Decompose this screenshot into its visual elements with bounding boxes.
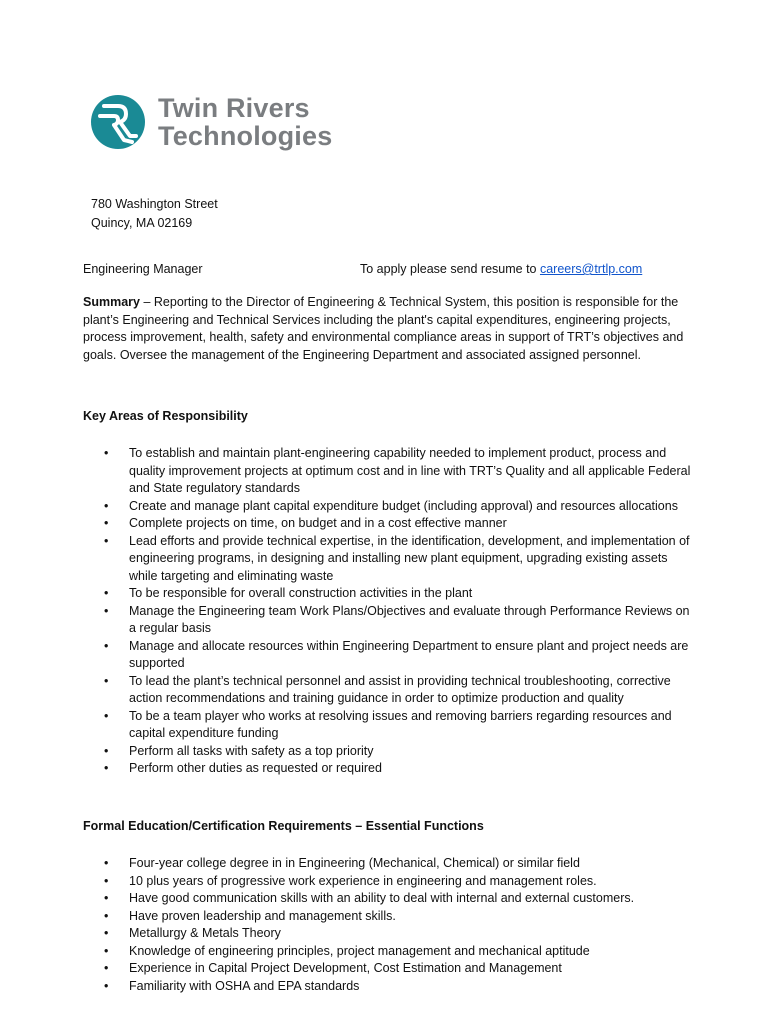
responsibilities-list [83,445,698,778]
requirement-item [83,873,698,891]
responsibility-item-text: Create and manage plant capital expenditure budget (including approval) and resources allocations [129,498,678,513]
requirement-item [83,978,698,996]
company-address [91,195,218,233]
requirement-item-text: Metallurgy & Metals Theory [129,926,281,940]
responsibility-item-text: To be responsible for overall construction activities in the plant [129,586,473,600]
requirement-item [83,908,698,926]
responsibility-item [83,515,698,533]
responsibility-item [83,638,698,673]
job-title: Engineering Manager [83,262,203,276]
bullet-icon: • [104,603,109,618]
summary-text: – Reporting to the Director of Engineering & Technical System, this position is responsible for the plant’s Engineering and Technical Services including the plant's capital expenditures, engineering projects, process improvement, health, safety and environmental compliance areas in support of TRT’s objectives and goals. Oversee the management of the Engineering Department and associated assigned personnel. [83,295,684,362]
requirement-item-text: Familiarity with OSHA and EPA standards [129,978,360,993]
responsibility-item [83,603,698,638]
responsibility-item [83,708,698,743]
responsibility-item [83,445,698,498]
responsibility-item-text: To lead the plant’s technical personnel and assist in providing technical troubleshooting, corrective action recommendations and training guidance in order to optimize production and quality [129,673,671,705]
bullet-icon: • [104,743,109,758]
summary-paragraph [83,294,698,364]
bullet-icon: • [104,926,109,940]
bullet-icon: • [104,943,109,958]
requirement-item-text: Experience in Capital Project Development, Cost Estimation and Management [129,961,562,975]
bullet-icon: • [104,673,109,688]
responsibility-item [83,585,698,603]
bullet-icon: • [104,873,109,888]
company-logo [90,92,332,152]
bullet-icon: • [104,908,109,923]
responsibility-item-text: To establish and maintain plant-engineering capability needed to implement product, process and quality improvement projects at optimum cost and in line with TRT’s Quality and all applicable Federal and State regulatory standards [129,446,691,495]
bullet-icon: • [104,516,109,530]
company-name [158,94,332,150]
requirement-item-text: 10 plus years of progressive work experience in engineering and management roles. [129,873,597,888]
summary-label: Summary [83,295,140,309]
bullet-icon: • [104,978,109,993]
bullet-icon: • [104,498,109,513]
bullet-icon: • [104,638,109,653]
requirement-item-text: Knowledge of engineering principles, project management and mechanical aptitude [129,943,590,958]
responsibility-item [83,760,698,778]
responsibility-item-text: Perform all tasks with safety as a top priority [129,743,374,758]
requirement-item-text: Four-year college degree in in Engineering (Mechanical, Chemical) or similar field [129,856,580,870]
bullet-icon: • [104,761,109,775]
responsibility-item [83,533,698,586]
twin-rivers-logo-icon [90,92,146,152]
bullet-icon: • [104,533,109,548]
company-name-line2: Technologies [158,121,333,151]
requirement-item-text: Have proven leadership and management skills. [129,908,396,923]
responsibility-item-text: Complete projects on time, on budget and in a cost effective manner [129,516,507,530]
responsibility-item-text: Manage and allocate resources within Engineering Department to ensure plant and project needs are supported [129,638,689,670]
apply-instructions [360,261,642,278]
bullet-icon: • [104,961,109,975]
requirement-item [83,925,698,943]
responsibility-item [83,743,698,761]
responsibility-item-text: To be a team player who works at resolving issues and removing barriers regarding resources and capital expenditure funding [129,708,672,740]
responsibility-item-text: Lead efforts and provide technical expertise, in the identification, development, and implementation of engineering programs, in designing and installing new plant equipment, upgrading existing assets while targeting and eliminating waste [129,533,690,583]
requirement-item [83,943,698,961]
bullet-icon: • [104,856,109,870]
requirement-item [83,960,698,978]
responsibility-item [83,673,698,708]
bullet-icon: • [104,891,109,905]
apply-email-link[interactable]: careers@trtlp.com [539,262,643,276]
requirements-heading: Formal Education/Certification Requirements – Essential Functions [83,819,484,833]
bullet-icon: • [104,446,109,460]
responsibility-item-text: Perform other duties as requested or required [129,761,382,775]
address-city: Quincy, MA 02169 [91,216,193,230]
requirements-list [83,855,698,995]
company-name-line1: Twin Rivers [158,93,310,123]
responsibility-item [83,498,698,516]
requirement-item [83,890,698,908]
apply-text: To apply please send resume to [360,262,540,276]
address-street: 780 Washington Street [91,197,218,211]
responsibilities-heading: Key Areas of Responsibility [83,409,248,423]
responsibility-item-text: Manage the Engineering team Work Plans/Objectives and evaluate through Performance Reviews on a regular basis [129,603,690,635]
requirement-item-text: Have good communication skills with an ability to deal with internal and external customers. [129,891,635,905]
requirement-item [83,855,698,873]
bullet-icon: • [104,708,109,723]
bullet-icon: • [104,586,109,600]
